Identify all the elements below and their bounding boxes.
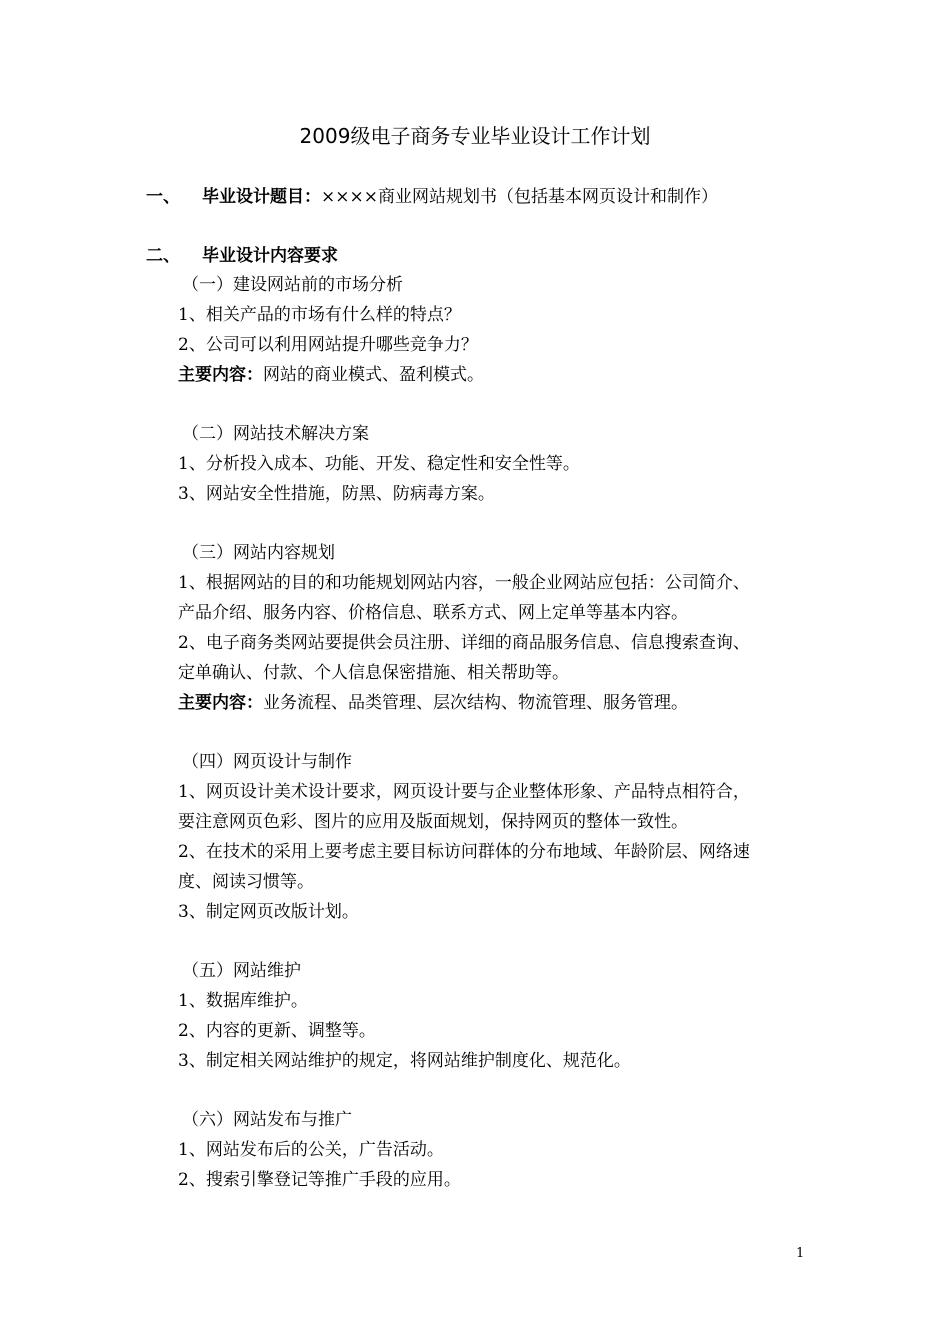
paragraph-line: 3、制定相关网站维护的规定，将网站维护制度化、规范化。 — [178, 1051, 631, 1071]
subsection-heading-3: （三）网站内容规划 — [182, 543, 335, 563]
main-content-line — [178, 361, 484, 389]
subsection-heading-6: （六）网站发布与推广 — [182, 1110, 352, 1130]
section-two-heading — [146, 242, 338, 270]
section-two-label: 毕业设计内容要求 — [202, 246, 338, 266]
subsection-heading-5: （五）网站维护 — [182, 961, 301, 981]
paragraph-line: 度、阅读习惯等。 — [178, 872, 314, 892]
paragraph-line: 1、数据库维护。 — [178, 991, 308, 1011]
section-one-label: 毕业设计题目： — [202, 187, 321, 207]
main-content-text: 网站的商业模式、盈利模式。 — [263, 365, 484, 385]
paragraph-line: 2、内容的更新、调整等。 — [178, 1021, 376, 1041]
paragraph-line: 定单确认、付款、个人信息保密措施、相关帮助等。 — [178, 663, 569, 683]
main-content-label: 主要内容： — [178, 693, 263, 713]
paragraph-line: 1、相关产品的市场有什么样的特点？ — [178, 305, 461, 325]
paragraph-line: 1、分析投入成本、功能、开发、稳定性和安全性等。 — [178, 454, 580, 474]
section-one-heading — [146, 183, 718, 211]
paragraph-line: 3、网站安全性措施，防黑、防病毒方案。 — [178, 484, 495, 504]
paragraph-line: 2、公司可以利用网站提升哪些竞争力？ — [178, 335, 478, 355]
paragraph-line: 2、在技术的采用上要考虑主要目标访问群体的分布地域、年龄阶层、网络速 — [178, 842, 750, 862]
paragraph-line: 1、网页设计美术设计要求，网页设计要与企业整体形象、产品特点相符合， — [178, 782, 750, 802]
document-title: 2009级电子商务专业毕业设计工作计划 — [299, 124, 651, 148]
page-number: 1 — [796, 1246, 805, 1261]
subsection-heading-1: （一）建设网站前的市场分析 — [182, 275, 403, 295]
section-one-text: ××××商业网站规划书（包括基本网页设计和制作） — [321, 187, 718, 207]
paragraph-line: 3、制定网页改版计划。 — [178, 902, 359, 922]
paragraph-line: 要注意网页色彩、图片的应用及版面规划，保持网页的整体一致性。 — [178, 812, 688, 832]
subsection-heading-4: （四）网页设计与制作 — [182, 752, 352, 772]
section-one-number: 一、 — [146, 187, 180, 207]
subsection-heading-2: （二）网站技术解决方案 — [182, 424, 369, 444]
paragraph-line: 产品介绍、服务内容、价格信息、联系方式、网上定单等基本内容。 — [178, 603, 688, 623]
main-content-text: 业务流程、品类管理、层次结构、物流管理、服务管理。 — [263, 693, 688, 713]
main-content-line — [178, 689, 688, 717]
main-content-label: 主要内容： — [178, 365, 263, 385]
section-two-number: 二、 — [146, 246, 180, 266]
paragraph-line: 1、网站发布后的公关，广告活动。 — [178, 1140, 444, 1160]
paragraph-line: 2、搜索引擎登记等推广手段的应用。 — [178, 1170, 461, 1190]
paragraph-line: 1、根据网站的目的和功能规划网站内容，一般企业网站应包括：公司简介、 — [178, 573, 750, 593]
paragraph-line: 2、电子商务类网站要提供会员注册、详细的商品服务信息、信息搜索查询、 — [178, 633, 750, 653]
